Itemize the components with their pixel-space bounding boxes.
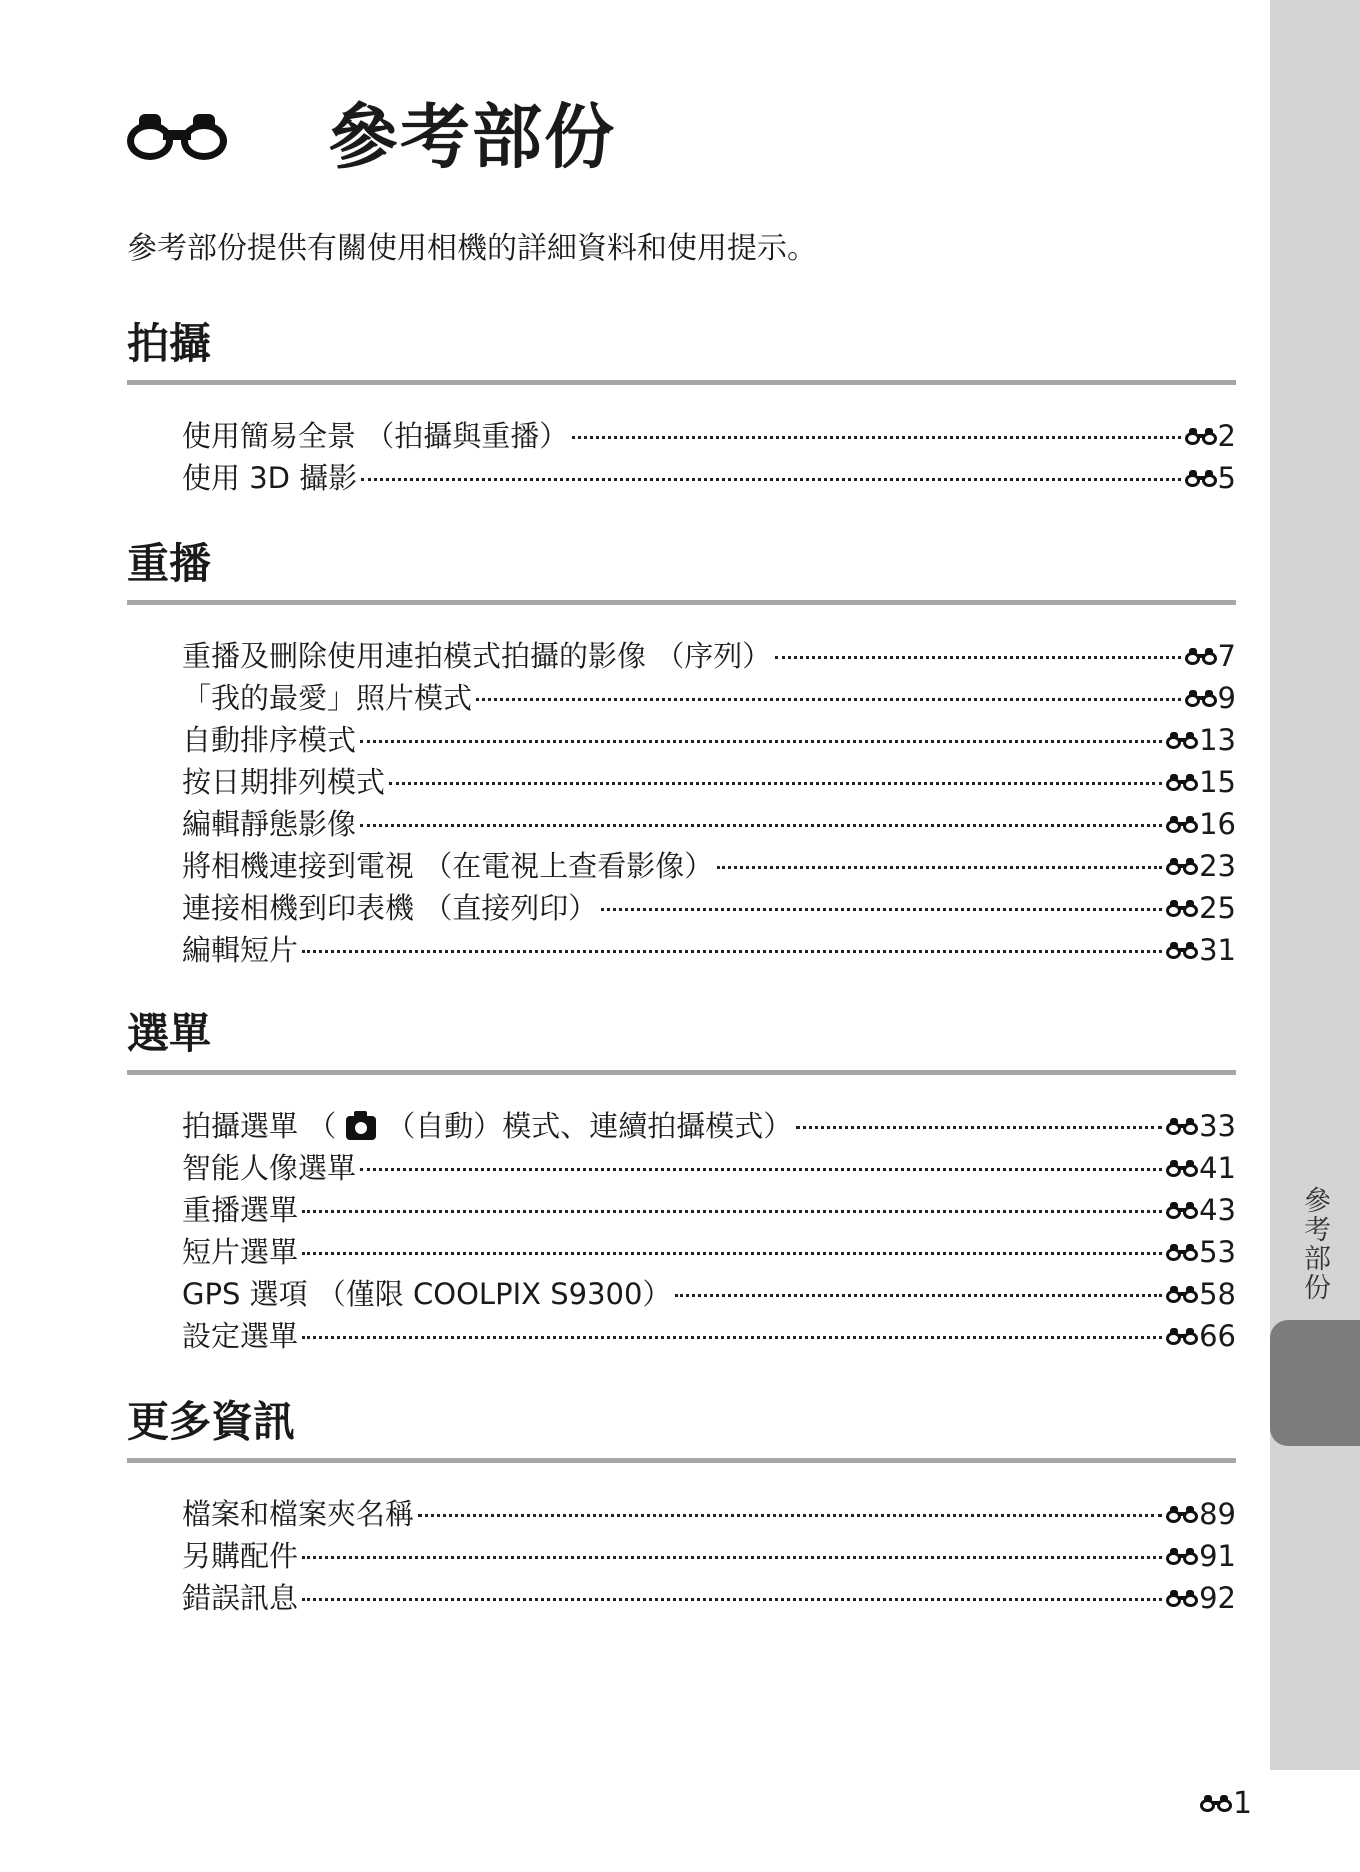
page-ref: 9 [1217, 681, 1236, 715]
page-number-value: 1 [1233, 1786, 1253, 1821]
leader-dots [389, 782, 1162, 785]
leader-dots [476, 698, 1181, 701]
page-ref: 66 [1199, 1319, 1236, 1353]
binoculars-icon [1166, 1286, 1198, 1303]
section-more-info [127, 1394, 1236, 1619]
binoculars-icon [1166, 1160, 1198, 1177]
section-shooting [127, 316, 1236, 499]
page-ref: 31 [1199, 933, 1236, 967]
binoculars-icon [1185, 690, 1217, 707]
toc-entry[interactable]: 檔案和檔案夾名稱 89 [182, 1493, 1236, 1535]
binoculars-icon [1166, 1328, 1198, 1345]
page-ref: 23 [1199, 849, 1236, 883]
binoculars-icon [1200, 1795, 1232, 1812]
side-tab-label: 參考部份 [1299, 1186, 1330, 1302]
page-ref: 41 [1199, 1151, 1236, 1185]
binoculars-icon [1166, 900, 1198, 917]
toc-entry[interactable]: 重播選單 43 [182, 1189, 1236, 1231]
toc-entry[interactable]: 連接相機到印表機 （直接列印） 25 [182, 887, 1236, 929]
page-ref: 53 [1199, 1235, 1236, 1269]
toc-entry[interactable]: 「我的最愛」照片模式 9 [182, 677, 1236, 719]
binoculars-icon [1166, 1118, 1198, 1135]
toc-entry[interactable]: 使用簡易全景 （拍攝與重播） 2 [182, 415, 1236, 457]
page-ref: 15 [1199, 765, 1236, 799]
toc-entry[interactable]: 將相機連接到電視 （在電視上查看影像） 23 [182, 845, 1236, 887]
toc-entry[interactable]: 錯誤訊息 92 [182, 1577, 1236, 1619]
toc-entry[interactable]: 設定選單 66 [182, 1315, 1236, 1357]
binoculars-icon [1166, 1244, 1198, 1261]
leader-dots [717, 866, 1162, 869]
binoculars-icon [1166, 942, 1198, 959]
toc-entry[interactable]: 另購配件 91 [182, 1535, 1236, 1577]
page-title: 參考部份 [328, 96, 616, 178]
leader-dots [302, 1598, 1162, 1601]
entry-list [182, 1105, 1236, 1357]
leader-dots [418, 1514, 1162, 1517]
leader-dots [360, 1168, 1162, 1171]
page-ref: 33 [1199, 1109, 1236, 1143]
leader-dots [361, 478, 1180, 481]
binoculars-icon [1166, 1506, 1198, 1523]
toc-entry[interactable]: 重播及刪除使用連拍模式拍攝的影像 （序列） 7 [182, 635, 1236, 677]
page-ref: 92 [1199, 1581, 1236, 1615]
section-menus [127, 1006, 1236, 1357]
binoculars-icon [1166, 858, 1198, 875]
page-ref: 2 [1217, 419, 1236, 453]
binoculars-icon [1166, 1202, 1198, 1219]
binoculars-icon [1166, 774, 1198, 791]
page-ref: 91 [1199, 1539, 1236, 1573]
section-heading: 拍攝 [127, 319, 212, 368]
section-rule [127, 600, 1236, 605]
leader-dots [360, 740, 1162, 743]
leader-dots [302, 1210, 1162, 1213]
section-rule [127, 380, 1236, 385]
page-ref: 58 [1199, 1277, 1236, 1311]
binoculars-icon [1185, 470, 1217, 487]
toc-entry[interactable]: 按日期排列模式 15 [182, 761, 1236, 803]
leader-dots [360, 824, 1162, 827]
section-rule [127, 1458, 1236, 1463]
binoculars-icon [127, 114, 227, 160]
camera-icon [346, 1116, 376, 1140]
page-ref: 5 [1217, 461, 1236, 495]
page-ref: 43 [1199, 1193, 1236, 1227]
page-ref: 7 [1217, 639, 1236, 673]
entry-list [182, 1493, 1236, 1619]
binoculars-icon [1185, 428, 1217, 445]
section-heading: 重播 [127, 539, 212, 588]
leader-dots [302, 1252, 1162, 1255]
leader-dots [601, 908, 1162, 911]
section-heading: 更多資訊 [127, 1397, 296, 1446]
toc-entry[interactable]: 拍攝選單 （ （自動）模式、連續拍攝模式） 33 [182, 1105, 1236, 1147]
leader-dots [775, 656, 1180, 659]
binoculars-icon [1166, 1548, 1198, 1565]
toc-entry[interactable]: 使用 3D 攝影 5 [182, 457, 1236, 499]
binoculars-icon [1166, 1590, 1198, 1607]
binoculars-icon [1185, 648, 1217, 665]
section-playback [127, 536, 1236, 971]
intro-text: 參考部份提供有關使用相機的詳細資料和使用提示。 [127, 231, 817, 266]
binoculars-icon [1166, 816, 1198, 833]
side-tab-strip [1270, 0, 1360, 1770]
title-icon-row [127, 82, 227, 192]
page-ref: 13 [1199, 723, 1236, 757]
page-ref: 16 [1199, 807, 1236, 841]
leader-dots [302, 1556, 1162, 1559]
toc-entry[interactable]: 編輯靜態影像 16 [182, 803, 1236, 845]
page-number [1200, 1786, 1252, 1821]
leader-dots [675, 1294, 1162, 1297]
leader-dots [302, 1336, 1162, 1339]
leader-dots [572, 436, 1180, 439]
entry-list [182, 635, 1236, 971]
toc-entry[interactable]: 自動排序模式 13 [182, 719, 1236, 761]
toc-entry[interactable]: 智能人像選單 41 [182, 1147, 1236, 1189]
toc-entry[interactable]: 編輯短片 31 [182, 929, 1236, 971]
entry-list [182, 415, 1236, 499]
page-ref: 89 [1199, 1497, 1236, 1531]
side-tab-active[interactable] [1270, 1320, 1360, 1446]
toc-entry[interactable]: 短片選單 53 [182, 1231, 1236, 1273]
leader-dots [302, 950, 1162, 953]
binoculars-icon [1166, 732, 1198, 749]
section-heading: 選單 [127, 1009, 212, 1058]
toc-entry[interactable]: GPS 選項 （僅限 COOLPIX S9300） 58 [182, 1273, 1236, 1315]
section-rule [127, 1070, 1236, 1075]
page-ref: 25 [1199, 891, 1236, 925]
leader-dots [796, 1126, 1162, 1129]
